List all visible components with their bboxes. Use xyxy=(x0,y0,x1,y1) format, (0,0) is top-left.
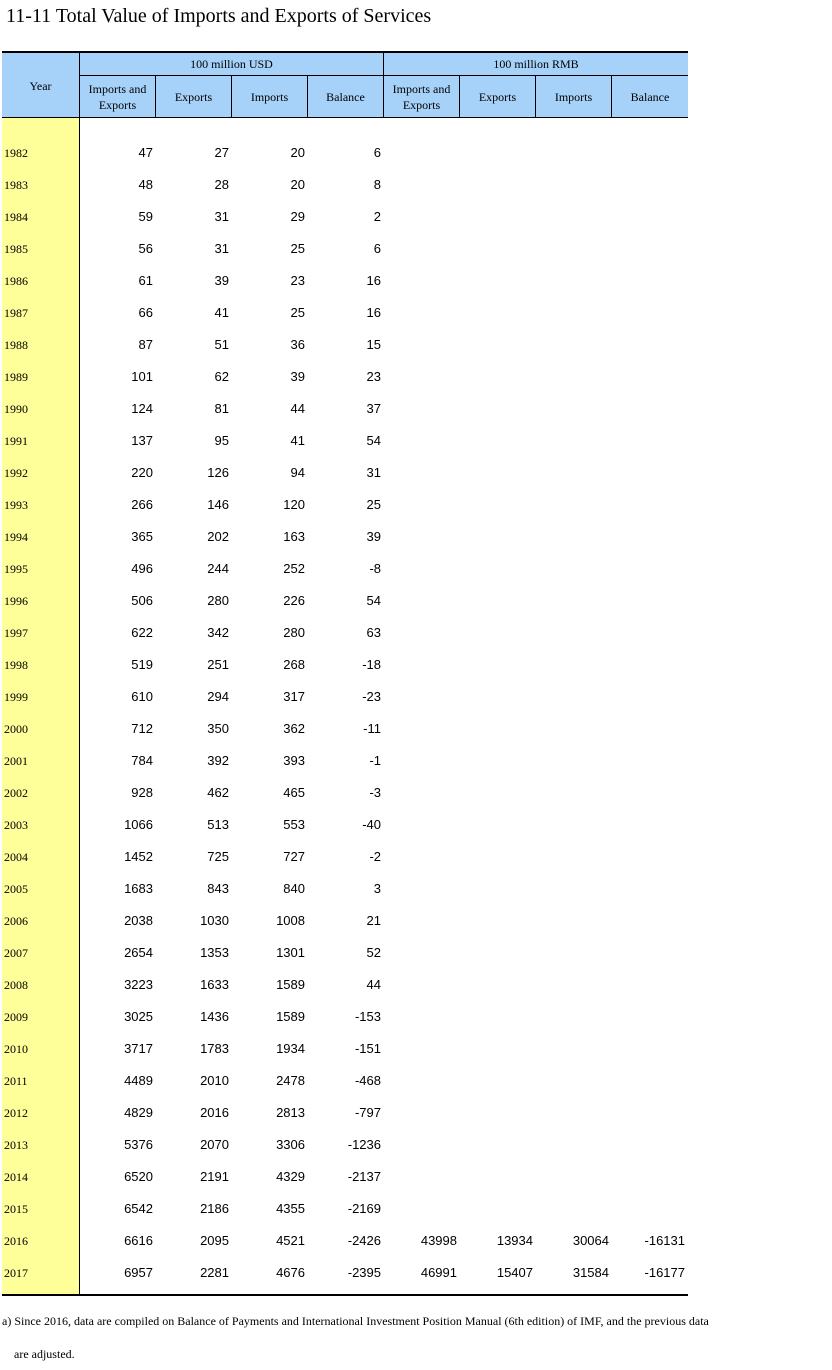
year-cell: 1987 xyxy=(4,306,28,320)
year-cell: 1997 xyxy=(4,626,28,640)
rmb-balance-cell: -16131 xyxy=(644,1233,685,1248)
usd-imports-cell: 41 xyxy=(290,433,305,448)
usd-total-cell: 61 xyxy=(138,273,153,288)
usd-total-cell: 87 xyxy=(138,337,153,352)
usd-exports-cell: 202 xyxy=(207,529,229,544)
usd-exports-cell: 1030 xyxy=(200,913,229,928)
year-header: Year xyxy=(29,79,52,93)
table-row xyxy=(2,457,688,489)
usd-total-cell: 48 xyxy=(138,177,153,192)
usd-imports-cell: 4355 xyxy=(276,1201,305,1216)
usd-total-cell: 784 xyxy=(131,753,153,768)
usd-total-cell: 6520 xyxy=(124,1169,153,1184)
usd-balance-cell: -797 xyxy=(354,1105,381,1120)
usd-exports-cell: 462 xyxy=(207,785,229,800)
year-cell: 2000 xyxy=(4,722,28,736)
usd-total-cell: 220 xyxy=(131,465,153,480)
usd-total-cell: 1066 xyxy=(124,817,153,832)
usd-balance-cell: 6 xyxy=(373,241,381,256)
rmb-exports-cell: 13934 xyxy=(496,1233,533,1248)
usd-exports-cell: 513 xyxy=(207,817,229,832)
usd-imports-cell: 362 xyxy=(283,721,305,736)
table-row xyxy=(2,777,688,809)
usd-total-cell: 519 xyxy=(131,657,153,672)
year-cell: 2013 xyxy=(4,1138,28,1152)
usd-exports-header: Exports xyxy=(174,90,213,104)
usd-imports-header: Imports xyxy=(250,90,289,104)
rmb-total-cell: 46991 xyxy=(420,1265,457,1280)
usd-exports-cell: 244 xyxy=(207,561,229,576)
table-row xyxy=(2,1097,688,1129)
year-cell: 1992 xyxy=(4,466,28,480)
usd-exports-cell: 725 xyxy=(207,849,229,864)
usd-imports-cell: 317 xyxy=(283,689,305,704)
usd-balance-cell: 16 xyxy=(366,273,381,288)
year-cell: 2002 xyxy=(4,786,28,800)
usd-balance-cell: -18 xyxy=(362,657,381,672)
usd-exports-cell: 1353 xyxy=(200,945,229,960)
usd-balance-cell: -1236 xyxy=(347,1137,381,1152)
usd-exports-cell: 392 xyxy=(207,753,229,768)
usd-exports-cell: 251 xyxy=(207,657,229,672)
table-row xyxy=(2,809,688,841)
usd-exports-cell: 28 xyxy=(214,177,229,192)
year-cell: 2010 xyxy=(4,1042,28,1056)
usd-total-cell: 5376 xyxy=(124,1137,153,1152)
usd-exports-cell: 280 xyxy=(207,593,229,608)
usd-balance-cell: 15 xyxy=(366,337,381,352)
year-cell: 1983 xyxy=(4,178,28,192)
table-row xyxy=(2,873,688,905)
usd-imports-cell: 1301 xyxy=(276,945,305,960)
usd-balance-cell: 8 xyxy=(373,177,381,192)
year-cell: 2004 xyxy=(4,850,28,864)
usd-exports-cell: 95 xyxy=(214,433,229,448)
table-row xyxy=(2,1257,688,1289)
usd-total-cell: 66 xyxy=(138,305,153,320)
usd-balance-cell: -3 xyxy=(369,785,381,800)
usd-balance-cell: -1 xyxy=(369,753,381,768)
year-cell: 2012 xyxy=(4,1106,28,1120)
rmb-total-header: Imports and Exports xyxy=(392,82,451,112)
usd-imports-cell: 226 xyxy=(283,593,305,608)
usd-balance-cell: -11 xyxy=(363,721,381,736)
usd-total-cell: 59 xyxy=(138,209,153,224)
usd-group-header: 100 million USD xyxy=(190,57,273,71)
usd-exports-cell: 2070 xyxy=(200,1137,229,1152)
usd-balance-cell: 31 xyxy=(366,465,381,480)
usd-total-cell: 47 xyxy=(138,145,153,160)
usd-total-cell: 3717 xyxy=(124,1041,153,1056)
year-cell: 2006 xyxy=(4,914,28,928)
usd-balance-header: Balance xyxy=(326,90,365,104)
usd-total-cell: 2038 xyxy=(124,913,153,928)
usd-exports-cell: 31 xyxy=(214,241,229,256)
usd-total-cell: 496 xyxy=(131,561,153,576)
usd-exports-cell: 31 xyxy=(214,209,229,224)
usd-total-cell: 266 xyxy=(131,497,153,512)
usd-imports-cell: 20 xyxy=(290,145,305,160)
year-cell: 1998 xyxy=(4,658,28,672)
usd-balance-cell: 25 xyxy=(366,497,381,512)
table-row xyxy=(2,681,688,713)
year-cell: 1985 xyxy=(4,242,28,256)
usd-imports-cell: 727 xyxy=(283,849,305,864)
usd-exports-cell: 146 xyxy=(207,497,229,512)
year-cell: 1990 xyxy=(4,402,28,416)
usd-total-cell: 3025 xyxy=(124,1009,153,1024)
table-row xyxy=(2,137,688,169)
year-cell: 2016 xyxy=(4,1234,28,1248)
usd-total-cell: 712 xyxy=(131,721,153,736)
usd-imports-cell: 25 xyxy=(290,305,305,320)
usd-balance-cell: 63 xyxy=(366,625,381,640)
usd-imports-cell: 23 xyxy=(290,273,305,288)
usd-balance-cell: 21 xyxy=(366,913,381,928)
year-cell: 1986 xyxy=(4,274,28,288)
usd-total-cell: 622 xyxy=(131,625,153,640)
usd-balance-cell: 3 xyxy=(373,881,381,896)
usd-exports-cell: 81 xyxy=(214,401,229,416)
usd-imports-cell: 1934 xyxy=(276,1041,305,1056)
table-row xyxy=(2,393,688,425)
rmb-imports-header: Imports xyxy=(554,90,593,104)
usd-exports-cell: 350 xyxy=(207,721,229,736)
year-cell: 1993 xyxy=(4,498,28,512)
year-cell: 1988 xyxy=(4,338,28,352)
table-row xyxy=(2,1161,688,1193)
rmb-group-header: 100 million RMB xyxy=(493,57,579,71)
usd-total-header: Imports and Exports xyxy=(88,82,147,112)
table-row xyxy=(2,841,688,873)
usd-exports-cell: 51 xyxy=(214,337,229,352)
usd-balance-cell: 16 xyxy=(366,305,381,320)
usd-imports-cell: 1589 xyxy=(276,977,305,992)
usd-imports-cell: 465 xyxy=(283,785,305,800)
year-cell: 2005 xyxy=(4,882,28,896)
usd-balance-cell: -2 xyxy=(369,849,381,864)
rmb-total-cell: 43998 xyxy=(420,1233,457,1248)
year-cell: 2007 xyxy=(4,946,28,960)
table-row xyxy=(2,937,688,969)
table-header xyxy=(2,51,688,118)
footnote-line-1: a) Since 2016, data are compiled on Balance of Payments and International Investment Position Manual (6th edition) of IMF, and the previous data xyxy=(2,1314,709,1328)
usd-total-cell: 3223 xyxy=(124,977,153,992)
page-title: 11-11 Total Value of Imports and Exports of Services xyxy=(6,5,432,27)
usd-exports-cell: 1633 xyxy=(200,977,229,992)
usd-imports-cell: 1008 xyxy=(276,913,305,928)
table-row xyxy=(2,265,688,297)
year-cell: 2014 xyxy=(4,1170,28,1184)
usd-total-cell: 4489 xyxy=(124,1073,153,1088)
table-row xyxy=(2,233,688,265)
usd-total-cell: 1683 xyxy=(124,881,153,896)
usd-exports-cell: 27 xyxy=(214,145,229,160)
usd-imports-cell: 39 xyxy=(290,369,305,384)
usd-imports-cell: 268 xyxy=(283,657,305,672)
usd-exports-cell: 2010 xyxy=(200,1073,229,1088)
year-cell: 2003 xyxy=(4,818,28,832)
table-row xyxy=(2,169,688,201)
table-row xyxy=(2,905,688,937)
year-cell: 1984 xyxy=(4,210,28,224)
table-row xyxy=(2,489,688,521)
table-row xyxy=(2,969,688,1001)
usd-imports-cell: 840 xyxy=(283,881,305,896)
usd-imports-cell: 36 xyxy=(290,337,305,352)
usd-balance-cell: 6 xyxy=(373,145,381,160)
usd-balance-cell: 39 xyxy=(366,529,381,544)
usd-imports-cell: 4329 xyxy=(276,1169,305,1184)
table-bottom-rule xyxy=(2,1294,688,1296)
usd-exports-cell: 39 xyxy=(214,273,229,288)
table-row xyxy=(2,425,688,457)
table-row xyxy=(2,201,688,233)
usd-imports-cell: 3306 xyxy=(276,1137,305,1152)
rmb-exports-header: Exports xyxy=(478,90,517,104)
table-row xyxy=(2,1193,688,1225)
table-row xyxy=(2,1129,688,1161)
usd-balance-cell: -23 xyxy=(362,689,381,704)
rmb-imports-cell: 31584 xyxy=(572,1265,609,1280)
year-cell: 2015 xyxy=(4,1202,28,1216)
table-row xyxy=(2,713,688,745)
usd-imports-cell: 2478 xyxy=(276,1073,305,1088)
usd-balance-cell: -2395 xyxy=(347,1265,381,1280)
usd-total-cell: 101 xyxy=(131,369,153,384)
table-row xyxy=(2,745,688,777)
usd-imports-cell: 120 xyxy=(283,497,305,512)
usd-balance-cell: 54 xyxy=(366,433,381,448)
usd-balance-cell: -2426 xyxy=(347,1233,381,1248)
usd-exports-cell: 1783 xyxy=(200,1041,229,1056)
year-cell: 1982 xyxy=(4,146,28,160)
table-row xyxy=(2,1033,688,1065)
usd-total-cell: 6957 xyxy=(124,1265,153,1280)
usd-exports-cell: 2281 xyxy=(200,1265,229,1280)
table-row xyxy=(2,329,688,361)
usd-exports-cell: 62 xyxy=(214,369,229,384)
usd-imports-cell: 25 xyxy=(290,241,305,256)
rmb-balance-cell: -16177 xyxy=(644,1265,685,1280)
usd-balance-cell: 52 xyxy=(366,945,381,960)
usd-total-cell: 124 xyxy=(131,401,153,416)
usd-imports-cell: 94 xyxy=(290,465,305,480)
usd-total-cell: 6542 xyxy=(124,1201,153,1216)
usd-imports-cell: 20 xyxy=(290,177,305,192)
usd-imports-cell: 553 xyxy=(283,817,305,832)
usd-balance-cell: -2137 xyxy=(347,1169,381,1184)
usd-total-cell: 1452 xyxy=(124,849,153,864)
usd-exports-cell: 294 xyxy=(207,689,229,704)
usd-exports-cell: 41 xyxy=(214,305,229,320)
table-row xyxy=(2,617,688,649)
usd-total-cell: 137 xyxy=(131,433,153,448)
usd-balance-cell: -8 xyxy=(369,561,381,576)
year-cell: 2009 xyxy=(4,1010,28,1024)
table-row xyxy=(2,553,688,585)
usd-imports-cell: 4521 xyxy=(276,1233,305,1248)
usd-balance-cell: 54 xyxy=(366,593,381,608)
usd-balance-cell: -151 xyxy=(354,1041,381,1056)
year-cell: 1996 xyxy=(4,594,28,608)
usd-exports-cell: 2191 xyxy=(200,1169,229,1184)
year-cell: 1995 xyxy=(4,562,28,576)
usd-balance-cell: -40 xyxy=(362,817,381,832)
usd-exports-cell: 2095 xyxy=(200,1233,229,1248)
usd-imports-cell: 2813 xyxy=(276,1105,305,1120)
usd-exports-cell: 342 xyxy=(207,625,229,640)
usd-exports-cell: 2016 xyxy=(200,1105,229,1120)
rmb-exports-cell: 15407 xyxy=(496,1265,533,1280)
table-row xyxy=(2,1001,688,1033)
year-cell: 2011 xyxy=(4,1074,28,1088)
footnote-line-2: are adjusted. xyxy=(14,1347,75,1361)
usd-total-cell: 506 xyxy=(131,593,153,608)
usd-imports-cell: 1589 xyxy=(276,1009,305,1024)
usd-exports-cell: 1436 xyxy=(200,1009,229,1024)
usd-exports-cell: 843 xyxy=(207,881,229,896)
usd-total-cell: 928 xyxy=(131,785,153,800)
table-row xyxy=(2,1065,688,1097)
table-row xyxy=(2,521,688,553)
usd-balance-cell: 23 xyxy=(366,369,381,384)
usd-imports-cell: 163 xyxy=(283,529,305,544)
table-row xyxy=(2,297,688,329)
year-cell: 2017 xyxy=(4,1266,28,1280)
usd-exports-cell: 2186 xyxy=(200,1201,229,1216)
usd-exports-cell: 126 xyxy=(207,465,229,480)
table-row xyxy=(2,361,688,393)
year-cell: 2001 xyxy=(4,754,28,768)
usd-total-cell: 56 xyxy=(138,241,153,256)
usd-imports-cell: 252 xyxy=(283,561,305,576)
usd-imports-cell: 29 xyxy=(290,209,305,224)
usd-imports-cell: 393 xyxy=(283,753,305,768)
table-row xyxy=(2,649,688,681)
usd-balance-cell: 2 xyxy=(373,209,381,224)
usd-balance-cell: -468 xyxy=(354,1073,381,1088)
usd-balance-cell: -2169 xyxy=(347,1201,381,1216)
usd-balance-cell: -153 xyxy=(354,1009,381,1024)
rmb-balance-header: Balance xyxy=(630,90,670,104)
usd-total-cell: 2654 xyxy=(124,945,153,960)
usd-total-cell: 6616 xyxy=(124,1233,153,1248)
usd-imports-cell: 44 xyxy=(290,401,305,416)
usd-imports-cell: 4676 xyxy=(276,1265,305,1280)
year-cell: 2008 xyxy=(4,978,28,992)
table-row xyxy=(2,1225,688,1257)
year-cell: 1989 xyxy=(4,370,28,384)
usd-total-cell: 4829 xyxy=(124,1105,153,1120)
year-cell: 1999 xyxy=(4,690,28,704)
usd-imports-cell: 280 xyxy=(283,625,305,640)
usd-balance-cell: 44 xyxy=(366,977,381,992)
usd-total-cell: 610 xyxy=(131,689,153,704)
year-cell: 1994 xyxy=(4,530,28,544)
rmb-imports-cell: 30064 xyxy=(572,1233,609,1248)
year-cell: 1991 xyxy=(4,434,28,448)
usd-total-cell: 365 xyxy=(131,529,153,544)
usd-balance-cell: 37 xyxy=(366,401,381,416)
table-row xyxy=(2,585,688,617)
